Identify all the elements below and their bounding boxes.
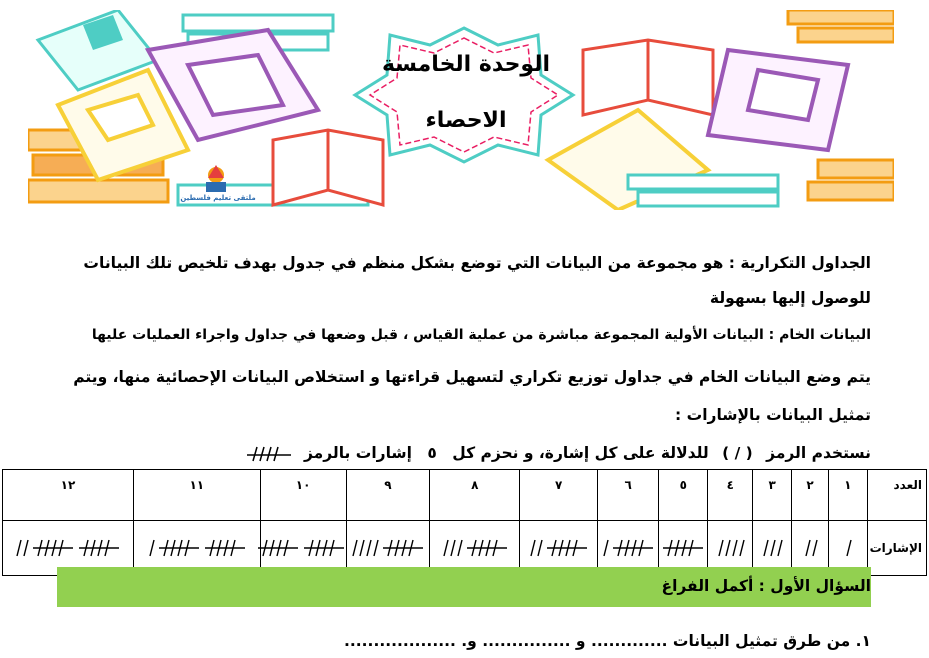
count-cell: ٩ <box>346 470 430 521</box>
count-cell: ١٢ <box>3 470 134 521</box>
tally-stroke <box>24 540 28 556</box>
tally-stroke <box>360 540 364 556</box>
tally-marks-icon <box>803 537 818 559</box>
count-cell: ٣ <box>753 470 792 521</box>
tally-stroke <box>538 540 542 556</box>
count-cell: ٨ <box>430 470 520 521</box>
tally-marks-icon <box>716 537 745 559</box>
count-cell: ٢ <box>792 470 829 521</box>
tally-stroke <box>771 540 775 556</box>
tally-stroke <box>806 540 810 556</box>
symbol-text-3: إشارات بالرمز <box>304 444 412 462</box>
count-cell: ١١ <box>133 470 260 521</box>
count-cell: ١ <box>828 470 867 521</box>
count-header: العدد <box>867 470 926 521</box>
tally-marks-icon <box>14 537 121 559</box>
question-title: السؤال الأول : أكمل الفراغ <box>661 577 871 595</box>
count-cell: ١٠ <box>260 470 346 521</box>
tally-stroke <box>374 540 378 556</box>
symbol-text-1: نستخدم الرمز <box>766 444 871 462</box>
tally-marks-icon <box>528 537 589 559</box>
marks-header: الإشارات <box>867 521 926 576</box>
tally-stroke <box>740 540 744 556</box>
tally-marks-icon <box>844 537 852 559</box>
tally-stroke <box>778 540 782 556</box>
count-cell: ٥ <box>659 470 708 521</box>
bundle-symbol-icon <box>247 445 291 463</box>
definition-line-1: الجداول التكرارية : هو مجموعة من البيانات التي توضع بشكل منظم في جدول بهدف تلخيص تلك البيانات <box>83 254 871 272</box>
title-star-frame <box>355 28 573 162</box>
bundle-count: ٥ <box>427 444 437 462</box>
tally-stroke <box>733 540 737 556</box>
count-cell: ٧ <box>520 470 598 521</box>
palestine-education-logo <box>206 165 226 192</box>
tally-marks-icon <box>601 537 655 559</box>
symbol-explanation <box>71 444 871 463</box>
tally-stroke <box>531 540 535 556</box>
question-line-1: ١. من طرق تمثيل البيانات ............. و ............... و. ................... <box>344 632 871 650</box>
count-row <box>3 470 927 521</box>
purple-book-right-icon <box>708 50 848 150</box>
tally-stroke <box>353 540 357 556</box>
count-cell: ٦ <box>597 470 658 521</box>
tally-marks-icon <box>761 537 783 559</box>
tally-stroke <box>719 540 723 556</box>
logo-text: ملتقى تعليم فلسطين <box>180 194 256 202</box>
tally-stroke <box>458 540 462 556</box>
definition-line-5: تمثيل البيانات بالإشارات : <box>675 406 871 424</box>
banner-title: الوحدة الخامسة <box>381 52 551 77</box>
header-banner <box>28 10 894 210</box>
tally-stroke <box>813 540 817 556</box>
tally-stroke <box>764 540 768 556</box>
tally-stroke <box>17 540 21 556</box>
tally-marks-icon <box>256 537 346 559</box>
definition-line-3: البيانات الخام : البيانات الأولية المجموعة مباشرة من عملية القياس ، قبل وضعها في جداول واجراء العمليات عليها <box>91 327 871 343</box>
definition-line-2: للوصول إليها بسهولة <box>709 289 871 307</box>
tally-table <box>2 469 927 576</box>
tally-marks-icon <box>350 537 425 559</box>
tally-stroke <box>150 540 154 556</box>
definition-line-4: يتم وضع البيانات الخام في جداول توزيع تكراري لتسهيل قراءتها و استخلاص البيانات الإحصائية منها، ويتم <box>73 368 871 386</box>
banner-subtitle: الاحصاء <box>425 108 507 133</box>
tally-marks-icon <box>661 537 705 559</box>
tally-stroke <box>726 540 730 556</box>
tally-marks-icon <box>147 537 247 559</box>
tally-stroke <box>604 540 608 556</box>
red-open-book-right-icon <box>583 40 713 115</box>
slash-symbol: ( / ) <box>722 444 753 462</box>
tally-marks-icon <box>441 537 509 559</box>
count-cell: ٤ <box>708 470 753 521</box>
tally-stroke <box>451 540 455 556</box>
tally-stroke <box>847 540 851 556</box>
teal-book-right-icon <box>628 175 778 206</box>
tally-stroke <box>367 540 371 556</box>
tally-stroke <box>444 540 448 556</box>
symbol-text-2: للدلالة على كل إشارة، و نحزم كل <box>452 444 709 462</box>
